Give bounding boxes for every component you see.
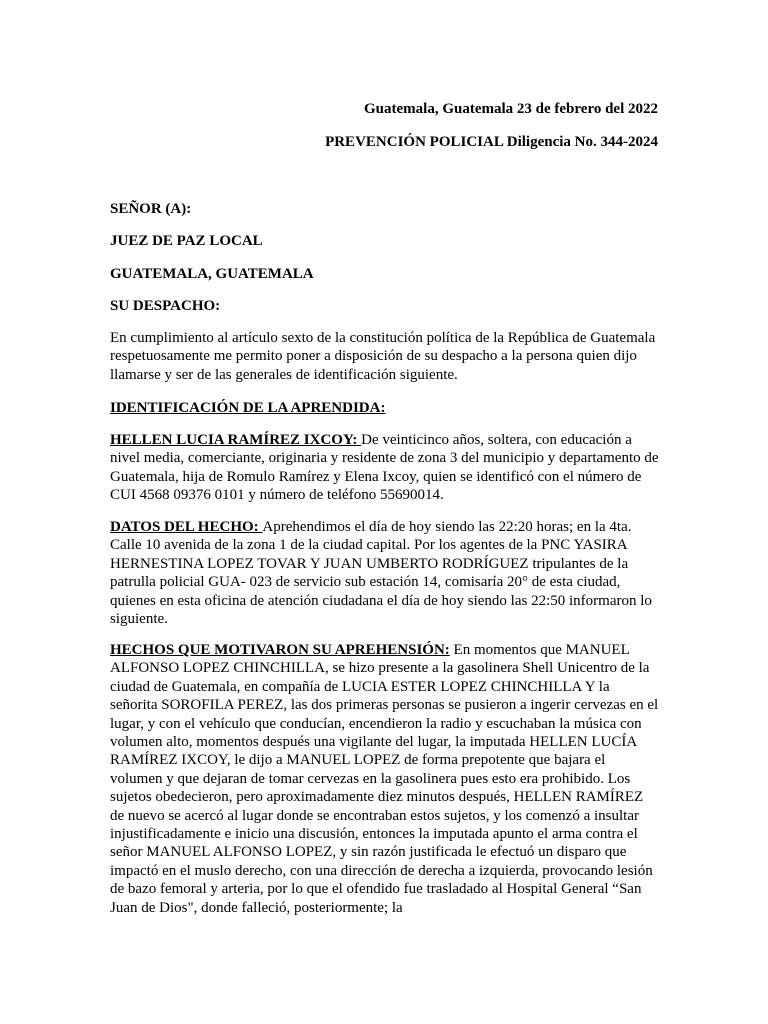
prevention-line: PREVENCIÓN POLICIAL Diligencia No. 344-2024 xyxy=(325,134,658,150)
salutation-city: GUATEMALA, GUATEMALA xyxy=(110,266,314,282)
date-line: Guatemala, Guatemala 23 de febrero del 2022 xyxy=(364,101,658,117)
salutation-judge: JUEZ DE PAZ LOCAL xyxy=(110,233,263,249)
facts-paragraph xyxy=(110,518,660,628)
facts-label: DATOS DEL HECHO: xyxy=(110,519,263,535)
salutation-senor: SEÑOR (A): xyxy=(110,201,192,217)
intro-paragraph: En cumplimiento al artículo sexto de la constitución política de la República de Guatemala respetuosamente me permito poner a disposición de su despacho a la persona quien dijo llamarse y ser de las generales de identificación siguiente. xyxy=(110,330,656,383)
motives-text: En momentos que MANUEL ALFONSO LOPEZ CHINCHILLA, se hizo presente a la gasolinera Shell Unicentro de la ciudad de Guatemala, en compañía de LUCIA ESTER LOPEZ CHINCHILLA Y la señorita SOROFILA PEREZ, las dos primeras personas se pusieron a ingerir cervezas en el lugar, y con el vehículo que conducían, encendieron la radio y escuchaban la música con volumen alto, momentos después una vigilante del lugar, la imputada HELLEN LUCÍA RAMÍREZ IXCOY, le dijo a MANUEL LOPEZ de forma prepotente que bajara el volumen y que dejaran de tomar cervezas en la gasolinera pues esto era prohibido. Los sujetos obedecieron, pero aproximadamente diez minutos después, HELLEN RAMÍREZ de nuevo se acercó al lugar donde se encontraban estos sujetos, y los comenzó a insultar injustificadamente e inicio una discusión, entonces la imputada apunto el arma contra el señor MANUEL ALFONSO LOPEZ, y sin razón justificada le efectuó un disparo que impactó en el muslo derecho, con una dirección de derecha a izquierda, provocando lesión de bazo femoral y arteria, por lo que el ofendido fue trasladado al Hospital General “San Juan de Dios", donde falleció, posteriormente; la xyxy=(110,642,659,916)
salutation-office: SU DESPACHO: xyxy=(110,298,221,314)
identification-paragraph xyxy=(110,431,660,505)
motives-label: HECHOS QUE MOTIVARON SU APREHENSIÓN: xyxy=(110,642,450,658)
identification-label: HELLEN LUCIA RAMÍREZ IXCOY: xyxy=(110,432,362,448)
motives-paragraph xyxy=(110,641,660,917)
identification-text: De veinticinco años, soltera, con educación a nivel media, comerciante, originaria y residente de zona 3 del municipio y departamento de Guatemala, hija de Romulo Ramírez y Elena Ixcoy, quien se identificó con el número de CUI 4568 09376 0101 y número de teléfono 55690014. xyxy=(110,432,659,504)
identification-heading: IDENTIFICACIÓN DE LA APRENDIDA: xyxy=(110,400,386,416)
facts-text: Aprehendimos el día de hoy siendo las 22:20 horas; en la 4ta. Calle 10 avenida de la zona 1 de la ciudad capital. Por los agentes de la PNC YASIRA HERNESTINA LOPEZ TOVAR Y JUAN UMBERTO RODRÍGUEZ tripulantes de la patrulla policial GUA- 023 de servicio sub estación 14, comisaría 20° de esta ciudad, quienes en esta oficina de atención ciudadana el día de hoy siendo las 22:50 informaron lo siguiente. xyxy=(110,519,652,628)
